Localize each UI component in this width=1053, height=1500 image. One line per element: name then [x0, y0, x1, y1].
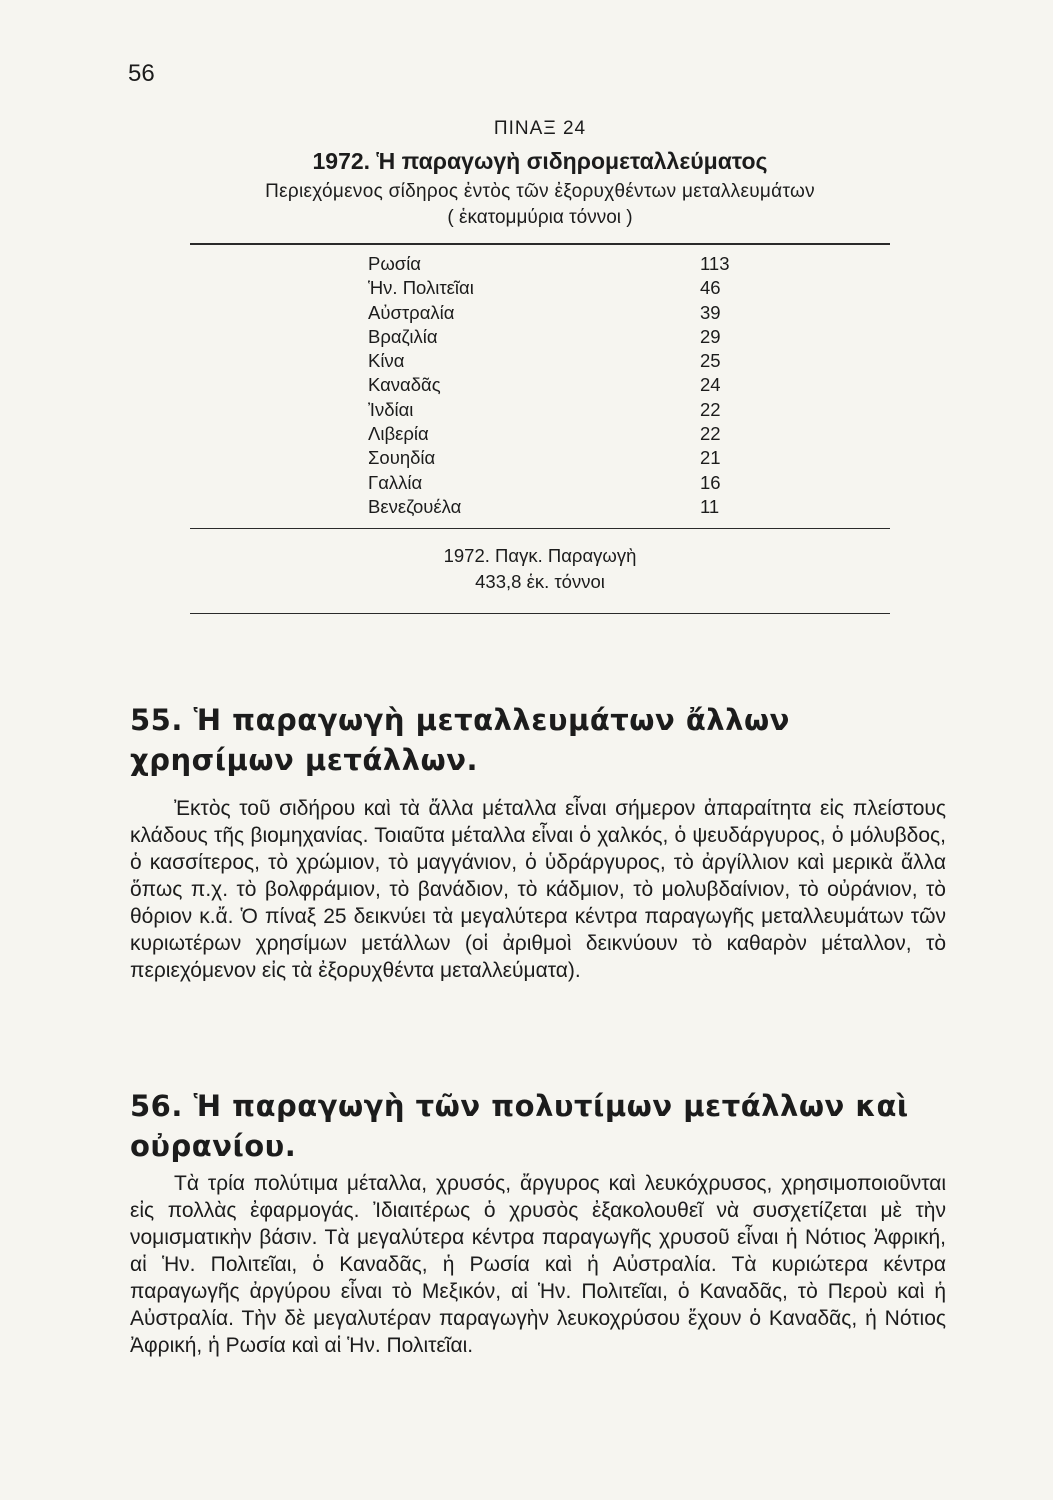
- table-unit: ( ἑκατομμύρια τόννοι ): [447, 207, 633, 228]
- row-value: 22: [700, 423, 721, 445]
- row-value: 25: [700, 350, 721, 372]
- section-56-heading: 56. Ἡ παραγωγὴ τῶν πολυτίμων μετάλλων καὶ οὐρανίου.: [130, 1089, 909, 1163]
- section-55-text: Ἐκτὸς τοῦ σιδήρου καὶ τὰ ἄλλα μέταλλα εἶναι σήμερον ἀπαραίτητα εἰς πλείστους κλάδους τῆς βιομηχανίας. Τοιαῦτα μέταλλα εἶναι ὁ χαλκός, ὁ ψευδάργυρος, ὁ μόλυβδος, ὁ κασσίτερος, τὸ χρώμιον, τὸ μαγγάνιον, ὁ ὑδράργυρος, τὸ ἀργίλλιον καὶ μερικὰ ἄλλα ὅπως π.χ. τὸ βολφράμιον, τὸ βανάδιον, τὸ κάδμιον, τὸ μολυβδαίνιον, τὸ οὐράνιον, τὸ θόριον κ.ἄ. Ὁ πίναξ 25 δεικνύει τὰ μεγαλύτερα κέντρα παραγωγῆς μεταλλευμάτων τῶν κυριωτέρων χρησίμων μετάλλων (οἱ ἀριθμοὶ δεικνύουν τὸ καθαρὸν μέταλλον, τὸ περιεχόμενον εἰς τὰ ἐξορυχθέντα μεταλλεύματα).: [130, 797, 946, 982]
- table-row: [190, 302, 890, 326]
- row-value: 113: [700, 253, 730, 274]
- table-row: [190, 399, 890, 423]
- total-line-1: 1972. Παγκ. Παραγωγὴ: [443, 545, 637, 567]
- table-row: [190, 374, 890, 398]
- row-country: Ἰνδίαι: [368, 398, 414, 420]
- table-title: 1972. Ἡ παραγωγὴ σιδηρομεταλλεύματος: [312, 148, 768, 174]
- row-country: Βραζιλία: [368, 325, 438, 347]
- total-line-2: 433,8 ἑκ. τόννοι: [475, 571, 605, 593]
- table-row: [190, 472, 890, 496]
- table-label: ΠΙΝΑΞ 24: [493, 118, 587, 139]
- table-total: [190, 543, 890, 595]
- section-55-heading: 55. Ἡ παραγωγὴ μεταλλευμάτων ἄλλων χρησίμων μετάλλων.: [130, 703, 790, 777]
- table-row: [190, 423, 890, 447]
- row-value: 11: [700, 495, 720, 517]
- table-top-rule: [190, 243, 890, 245]
- row-country: Ρωσία: [368, 253, 422, 274]
- table-row: [190, 350, 890, 374]
- table-row: [190, 277, 890, 301]
- row-country: Κίνα: [368, 350, 405, 372]
- row-value: 22: [700, 398, 721, 420]
- row-country: Λιβερία: [368, 423, 429, 445]
- row-value: 21: [700, 447, 721, 469]
- section-56-text: Τὰ τρία πολύτιμα μέταλλα, χρυσός, ἄργυρος καὶ λευκόχρυσος, χρησιμοποιοῦνται εἰς πολλὰς ἐφαρμογάς. Ἰδιαιτέρως ὁ χρυσὸς ἐξακολουθεῖ νὰ συσχετίζεται μὲ τὴν νομισματικὴν βάσιν. Τὰ μεγαλύτερα κέντρα παραγωγῆς χρυσοῦ εἶναι ἡ Νότιος Ἀφρική, αἱ Ἡν. Πολιτεῖαι, ὁ Καναδᾶς, ἡ Ρωσία καὶ ἡ Αὐστραλία. Τὰ κυριώτερα κέντρα παραγωγῆς ἀργύρου εἶναι τὸ Μεξικόν, αἱ Ἡν. Πολιτεῖαι, ὁ Καναδᾶς, τὸ Περοὺ καὶ ἡ Αὐστραλία. Τὴν δὲ μεγαλυτέραν παραγωγὴν λευκοχρύσου ἔχουν ὁ Καναδᾶς, ἡ Νότιος Ἀφρική, ἡ Ρωσία καὶ αἱ Ἡν. Πολιτεῖαι.: [130, 1172, 946, 1357]
- table-row: [190, 496, 890, 520]
- row-country: Ἡν. Πολιτεῖαι: [368, 277, 474, 299]
- row-value: 39: [700, 301, 721, 323]
- table-rows: [190, 253, 890, 520]
- iron-ore-table: [190, 118, 890, 614]
- table-row: [190, 326, 890, 350]
- table-mid-rule: [190, 528, 890, 529]
- table-bottom-rule: [190, 613, 890, 614]
- page-number: 56: [128, 60, 155, 87]
- table-subtitle: Περιεχόμενος σίδηρος ἐντὸς τῶν ἐξορυχθέντων μεταλλευμάτων: [265, 181, 815, 202]
- row-country: Σουηδία: [368, 447, 436, 469]
- table-row: [190, 253, 890, 277]
- row-value: 46: [700, 277, 721, 299]
- row-country: Καναδᾶς: [368, 374, 441, 396]
- row-country: Γαλλία: [368, 471, 423, 493]
- row-value: 24: [700, 374, 721, 396]
- row-country: Βενεζουέλα: [368, 495, 462, 517]
- row-value: 29: [700, 325, 721, 347]
- row-value: 16: [700, 471, 721, 493]
- row-country: Αὐστραλία: [368, 301, 455, 323]
- table-row: [190, 447, 890, 471]
